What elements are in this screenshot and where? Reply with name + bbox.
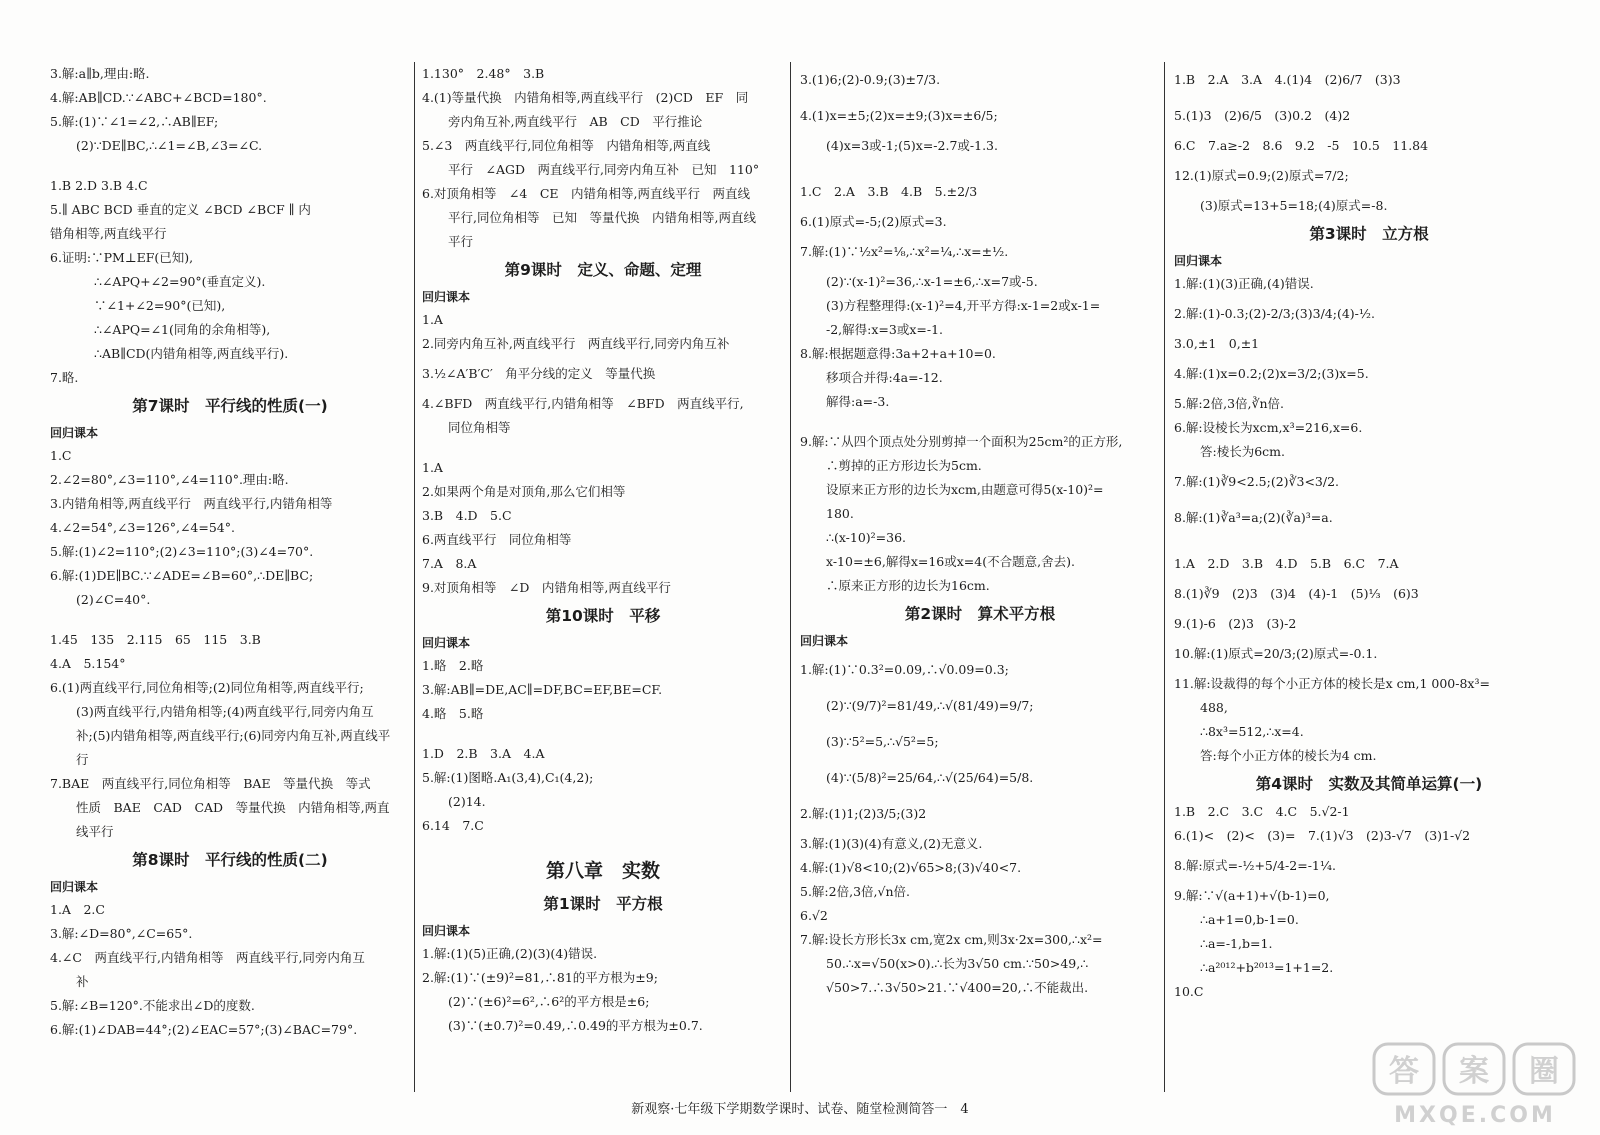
answer-line: 5.解:∠B=120°.不能求出∠D的度数.: [50, 998, 255, 1013]
subsection-label: 回归课本: [800, 634, 849, 648]
answer-line: 6.(1)原式=-5;(2)原式=3.: [800, 214, 947, 229]
answer-line: ∵∠1+∠2=90°(已知),: [94, 298, 226, 313]
answer-line: (3)原式=13+5=18;(4)原式=-8.: [1200, 198, 1388, 213]
answer-line: 5.解:2倍,3倍,∛n倍.: [1174, 396, 1284, 411]
answer-line: ∴AB∥CD(内错角相等,两直线平行).: [94, 346, 289, 361]
answer-line: 50.∴x=√50(x>0).∴长为3√50 cm.∵50>49,∴: [826, 956, 1089, 971]
answer-line: (2)∵(x-1)²=36,∴x-1=±6,∴x=7或-5.: [826, 274, 1038, 289]
answer-line: 1.B 2.A 3.A 4.(1)4 (2)6/7 (3)3: [1174, 72, 1401, 87]
subsection-label: 回归课本: [50, 426, 99, 440]
answer-line: 5.解:(1)图略.A₁(3,4),C₁(4,2);: [422, 770, 594, 785]
answer-line: 3.解:(1)(3)(4)有意义,(2)无意义.: [800, 836, 983, 851]
answer-line: 行: [76, 752, 89, 767]
answer-line: 2.解:(1)-0.3;(2)-2/3;(3)3/4;(4)-½.: [1174, 306, 1375, 321]
answer-line: 5.解:(1)∵∠1=∠2,∴AB∥EF;: [50, 114, 219, 129]
answer-line: 4.解:AB∥CD.∵∠ABC+∠BCD=180°.: [50, 90, 267, 105]
answer-line: 1.C: [50, 448, 72, 463]
answer-line: ∴a+1=0,b-1=0.: [1200, 912, 1299, 927]
column-divider: [790, 62, 791, 1092]
answer-line: (4)x=3或-1;(5)x=-2.7或-1.3.: [826, 138, 998, 153]
answer-line: 4.∠2=54°,∠3=126°,∠4=54°.: [50, 520, 235, 535]
answer-line: 5.∠3 两直线平行,同位角相等 内错角相等,两直线: [422, 138, 711, 153]
answer-line: 180.: [826, 506, 854, 521]
answer-line: 3.解:∠D=80°,∠C=65°.: [50, 926, 193, 941]
answer-line: ∴(x-10)²=36.: [826, 530, 907, 545]
answer-line: (2)∠C=40°.: [76, 592, 151, 607]
answer-line: 11.解:设裁得的每个小正方体的棱长是x cm,1 000-8x³=: [1174, 676, 1490, 691]
section-title: 第2课时 算术平方根: [904, 605, 1056, 623]
answer-line: 3.0,±1 0,±1: [1174, 336, 1260, 351]
subsection-label: 回归课本: [1174, 254, 1223, 268]
answer-line: 6.两直线平行 同位角相等: [422, 532, 572, 547]
answer-line: 5.(1)3 (2)6/5 (3)0.2 (4)2: [1174, 108, 1351, 123]
answer-line: 6.解:设棱长为xcm,x³=216,x=6.: [1174, 420, 1363, 435]
answer-line: 3.(1)6;(2)-0.9;(3)±7/3.: [800, 72, 941, 87]
section-title: 第8课时 平行线的性质(二): [132, 851, 328, 869]
answer-line: (3)∵(±0.7)²=0.49,∴0.49的平方根为±0.7.: [448, 1018, 703, 1033]
svg-text:案: 案: [1459, 1054, 1489, 1089]
section-title: 第7课时 平行线的性质(一): [132, 397, 328, 415]
answer-line: 线平行: [76, 824, 114, 839]
subsection-label: 回归课本: [50, 880, 99, 894]
answer-line: 4.(1)x=±5;(2)x=±9;(3)x=±6/5;: [800, 108, 998, 123]
answer-column-4: [1174, 62, 1564, 1004]
answer-line: ∴原来正方形的边长为16cm.: [826, 578, 990, 593]
answer-line: 平行,同位角相等 已知 等量代换 内错角相等,两直线: [448, 210, 756, 225]
answer-line: (4)∵(5/8)²=25/64,∴√(25/64)=5/8.: [826, 770, 1034, 785]
answer-column-2: [422, 62, 784, 1038]
answer-line: ∴8x³=512,∴x=4.: [1200, 724, 1304, 739]
answer-line: 7.A 8.A: [422, 556, 477, 571]
answer-line: 3.解:a∥b,理由:略.: [50, 66, 150, 81]
answer-line: (3)两直线平行,内错角相等;(4)两直线平行,同旁内角互: [76, 704, 374, 719]
answer-line: 4.解:(1)x=0.2;(2)x=3/2;(3)x=5.: [1174, 366, 1369, 381]
answer-line: ∴a²⁰¹²+b²⁰¹³=1+1=2.: [1200, 960, 1334, 975]
answer-line: √50>7.∴3√50>21.∵√400=20,∴不能裁出.: [826, 980, 1089, 995]
answer-line: 2.同旁内角互补,两直线平行 两直线平行,同旁内角互补: [422, 336, 730, 351]
answer-line: x-10=±6,解得x=16或x=4(不合题意,舍去).: [826, 554, 1075, 569]
answer-line: 1.解:(1)∵0.3²=0.09,∴√0.09=0.3;: [800, 662, 1009, 677]
answer-line: 答:棱长为6cm.: [1200, 444, 1285, 459]
answer-line: 4.解:(1)√8<10;(2)√65>8;(3)√40<7.: [800, 860, 1022, 875]
answer-line: 3.解:AB∥=DE,AC∥=DF,BC=EF,BE=CF.: [422, 682, 663, 697]
answer-line: (2)∵(9/7)²=81/49,∴√(81/49)=9/7;: [826, 698, 1034, 713]
answer-line: 平行 ∠AGD 两直线平行,同旁内角互补 已知 110°: [448, 162, 760, 177]
answer-line: 8.解:根据题意得:3a+2+a+10=0.: [800, 346, 996, 361]
answer-line: 8.解:原式=-½+5/4-2=-1¼.: [1174, 858, 1336, 873]
answer-line: 6.C 7.a≥-2 8.6 9.2 -5 10.5 11.84: [1174, 138, 1429, 153]
answer-line: 488,: [1200, 700, 1228, 715]
answer-line: 7.BAE 两直线平行,同位角相等 BAE 等量代换 等式: [50, 776, 371, 791]
answer-line: (2)∵DE∥BC,∴∠1=∠B,∠3=∠C.: [76, 138, 263, 153]
answer-line: 4.∠C 两直线平行,内错角相等 两直线平行,同旁内角互: [50, 950, 365, 965]
answer-line: 4.略 5.略: [422, 706, 484, 721]
answer-column-3: [800, 62, 1160, 1000]
answer-line: 解得:a=-3.: [826, 394, 890, 409]
answer-line: 8.(1)∛9 (2)3 (3)4 (4)-1 (5)⅓ (6)3: [1174, 586, 1419, 601]
answer-line: 4.A 5.154°: [50, 656, 126, 671]
column-divider: [414, 62, 415, 1092]
answer-line: 1.D 2.B 3.A 4.A: [422, 746, 545, 761]
answer-line: (2)∵(±6)²=6²,∴6²的平方根是±6;: [448, 994, 650, 1009]
answer-line: 平行: [448, 234, 474, 249]
answer-line: 3.B 4.D 5.C: [422, 508, 512, 523]
answer-line: 旁内角互补,两直线平行 AB CD 平行推论: [448, 114, 703, 129]
answer-line: 10.解:(1)原式=20/3;(2)原式=-0.1.: [1174, 646, 1378, 661]
answer-line: 6.解:(1)∠DAB=44°;(2)∠EAC=57°;(3)∠BAC=79°.: [50, 1022, 358, 1037]
answer-line: 5.解:(1)∠2=110°;(2)∠3=110°;(3)∠4=70°.: [50, 544, 314, 559]
answer-line: 12.(1)原式=0.9;(2)原式=7/2;: [1174, 168, 1349, 183]
svg-text:圈: 圈: [1529, 1054, 1559, 1089]
watermark-logo: [1368, 1038, 1583, 1128]
answer-line: 补: [76, 974, 89, 989]
answer-line: 2.如果两个角是对顶角,那么它们相等: [422, 484, 626, 499]
answer-line: 1.130° 2.48° 3.B: [422, 66, 545, 81]
answer-line: 补;(5)内错角相等,两直线平行;(6)同旁内角互补,两直线平: [76, 728, 391, 743]
answer-line: 1.A 2.D 3.B 4.D 5.B 6.C 7.A: [1174, 556, 1399, 571]
answer-line: 性质 BAE CAD CAD 等量代换 内错角相等,两直: [76, 800, 390, 815]
answer-line: 2.∠2=80°,∠3=110°,∠4=110°.理由:略.: [50, 472, 289, 487]
page-footer: 新观察·七年级下学期数学课时、试卷、随堂检测简答一 4: [631, 1102, 969, 1117]
answer-line: 3.½∠A′B′C′ 角平分线的定义 等量代换: [422, 366, 656, 381]
answer-line: 7.解:设长方形长3x cm,宽2x cm,则3x·2x=300,∴x²=: [800, 932, 1103, 947]
answer-line: 4.(1)等量代换 内错角相等,两直线平行 (2)CD EF 同: [422, 90, 749, 105]
answer-line: 6.对顶角相等 ∠4 CE 内错角相等,两直线平行 两直线: [422, 186, 751, 201]
answer-line: 8.解:(1)∛a³=a;(2)(∛a)³=a.: [1174, 510, 1333, 525]
column-divider: [1164, 62, 1165, 1092]
answer-line: 9.(1)-6 (2)3 (3)-2: [1174, 616, 1297, 631]
answer-line: 1.B 2.C 3.C 4.C 5.√2-1: [1174, 804, 1350, 819]
answer-line: 2.解:(1)∵(±9)²=81,∴81的平方根为±9;: [422, 970, 658, 985]
answer-line: 9.解:∵√(a+1)+√(b-1)=0,: [1174, 888, 1330, 903]
section-title: 第9课时 定义、命题、定理: [504, 261, 702, 279]
section-title: 第10课时 平移: [545, 607, 661, 625]
answer-line: ∴∠APQ=∠1(同角的余角相等),: [94, 322, 271, 337]
answer-line: 6.证明:∵PM⊥EF(已知),: [50, 250, 194, 265]
section-title: 第3课时 立方根: [1309, 225, 1429, 243]
answer-line: 2.解:(1)1;(2)3/5;(3)2: [800, 806, 927, 821]
answer-line: ∴∠APQ+∠2=90°(垂直定义).: [94, 274, 266, 289]
answer-line: 1.C 2.A 3.B 4.B 5.±2/3: [800, 184, 978, 199]
answer-line: 6.√2: [800, 908, 828, 923]
answer-column-1: [50, 62, 410, 1042]
answer-line: 1.45 135 2.115 65 115 3.B: [50, 632, 261, 647]
answer-line: 3.内错角相等,两直线平行 两直线平行,内错角相等: [50, 496, 333, 511]
answer-line: 移项合并得:4a=-12.: [826, 370, 943, 385]
answer-line: 7.略.: [50, 370, 79, 385]
answer-line: 9.对顶角相等 ∠D 内错角相等,两直线平行: [422, 580, 671, 595]
answer-line: ∴剪掉的正方形边长为5cm.: [826, 458, 982, 473]
answer-line: 1.B 2.D 3.B 4.C: [50, 178, 148, 193]
answer-line: 设原来正方形的边长为xcm,由题意可得5(x-10)²=: [826, 482, 1104, 497]
answer-line: 错角相等,两直线平行: [50, 226, 167, 241]
answer-line: -2,解得:x=3或x=-1.: [826, 322, 944, 337]
answer-line: 7.解:(1)∛9<2.5;(2)∛3<3/2.: [1174, 474, 1340, 489]
answer-line: 10.C: [1174, 984, 1204, 999]
svg-text:MXQE.COM: MXQE.COM: [1394, 1103, 1556, 1128]
answer-line: 6.14 7.C: [422, 818, 484, 833]
chapter-title: 第八章 实数: [545, 860, 660, 882]
answer-line: 7.解:(1)∵½x²=⅛,∴x²=¼,∴x=±½.: [800, 244, 1009, 259]
subsection-label: 回归课本: [422, 290, 471, 304]
answer-line: 5.解:2倍,3倍,√n倍.: [800, 884, 910, 899]
answer-line: 答:每个小正方体的棱长为4 cm.: [1200, 748, 1377, 763]
section-title: 第1课时 平方根: [543, 895, 663, 913]
answer-line: 1.A 2.C: [50, 902, 105, 917]
answer-line: 同位角相等: [448, 420, 511, 435]
answer-line: 1.A: [422, 460, 443, 475]
answer-line: (3)∵5²=5,∴√5²=5;: [826, 734, 939, 749]
answer-line: 1.解:(1)(5)正确,(2)(3)(4)错误.: [422, 946, 598, 961]
svg-text:答: 答: [1389, 1054, 1419, 1089]
answer-line: 1.解:(1)(3)正确,(4)错误.: [1174, 276, 1314, 291]
subsection-label: 回归课本: [422, 924, 471, 938]
answer-line: 1.A: [422, 312, 443, 327]
answer-line: 9.解:∵从四个顶点处分别剪掉一个面积为25cm²的正方形,: [800, 434, 1123, 449]
answer-line: 4.∠BFD 两直线平行,内错角相等 ∠BFD 两直线平行,: [422, 396, 744, 411]
answer-line: 1.略 2.略: [422, 658, 484, 673]
answer-line: (3)方程整理得:(x-1)²=4,开平方得:x-1=2或x-1=: [826, 298, 1101, 313]
answer-line: (2)14.: [448, 794, 486, 809]
answer-line: ∴a=-1,b=1.: [1200, 936, 1273, 951]
answer-line: 6.(1)两直线平行,同位角相等;(2)同位角相等,两直线平行;: [50, 680, 364, 695]
section-title: 第4课时 实数及其简单运算(一): [1255, 775, 1483, 793]
answer-line: 5.∥ ABC BCD 垂直的定义 ∠BCD ∠BCF ∥ 内: [50, 202, 311, 217]
answer-line: 6.(1)< (2)< (3)= 7.(1)√3 (2)3-√7 (3)1-√2: [1174, 828, 1471, 843]
subsection-label: 回归课本: [422, 636, 471, 650]
answer-line: 6.解:(1)DE∥BC.∵∠ADE=∠B=60°,∴DE∥BC;: [50, 568, 314, 583]
